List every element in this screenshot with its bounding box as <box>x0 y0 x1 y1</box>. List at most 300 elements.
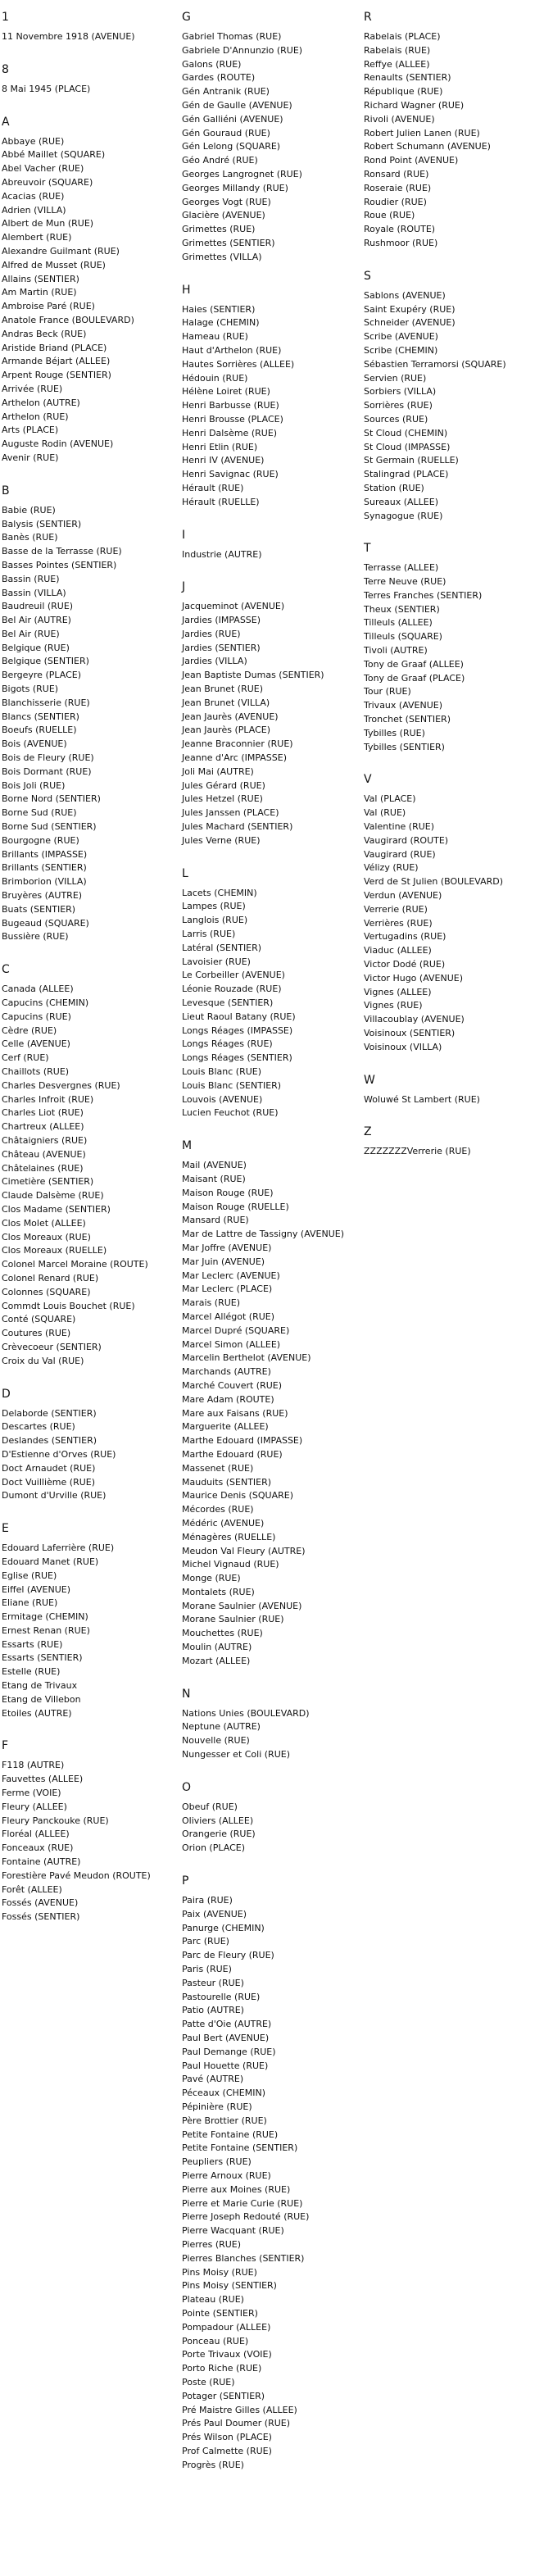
street-item[interactable]: Jardies (RUE) <box>182 628 241 639</box>
street-item[interactable]: Arthelon (AUTRE) <box>2 397 80 408</box>
street-item[interactable]: Grimettes (VILLA) <box>182 251 262 262</box>
street-item[interactable]: Louis Blanc (RUE) <box>182 1066 262 1077</box>
street-item[interactable]: Charles Desvergnes (RUE) <box>2 1079 120 1091</box>
street-item[interactable]: Terrasse (ALLEE) <box>364 562 439 574</box>
street-item[interactable]: Boeufs (RUELLE) <box>2 725 77 736</box>
street-item[interactable]: Panurge (CHEMIN) <box>182 1922 265 1933</box>
street-item[interactable]: Gén Antranik (RUE) <box>182 86 270 98</box>
street-item[interactable]: St Germain (RUELLE) <box>364 455 459 466</box>
street-item[interactable]: Verdun (AVENUE) <box>364 890 442 902</box>
street-item[interactable]: Châtaigniers (RUE) <box>2 1134 88 1146</box>
street-item[interactable]: Essarts (RUE) <box>2 1638 63 1650</box>
street-item[interactable]: Mare Adam (ROUTE) <box>182 1393 274 1405</box>
street-item[interactable]: Richard Wagner (RUE) <box>364 99 465 111</box>
street-item[interactable]: Haies (SENTIER) <box>182 303 256 315</box>
street-item[interactable]: Henri IV (AVENUE) <box>182 455 265 466</box>
street-item[interactable]: Marché Couvert (RUE) <box>182 1379 283 1391</box>
street-item[interactable]: Mail (AVENUE) <box>182 1160 247 1171</box>
street-item[interactable]: Ernest Renan (RUE) <box>2 1624 90 1636</box>
street-item[interactable]: Lavoisier (RUE) <box>182 956 251 967</box>
street-item[interactable]: Le Corbeiller (AVENUE) <box>182 970 285 981</box>
street-item[interactable]: Belgique (SENTIER) <box>2 656 89 667</box>
street-item[interactable]: Pierre et Marie Curie (RUE) <box>182 2197 303 2209</box>
street-item[interactable]: Hédouin (RUE) <box>182 372 248 384</box>
street-item[interactable]: Edouard Laferrière (RUE) <box>2 1542 115 1554</box>
street-item[interactable]: Pointe (SENTIER) <box>182 2307 258 2319</box>
street-item[interactable]: Buats (SENTIER) <box>2 903 76 915</box>
street-item[interactable]: Nouvelle (RUE) <box>182 1735 250 1747</box>
street-item[interactable]: Marcelin Berthelot (AVENUE) <box>182 1352 311 1364</box>
street-item[interactable]: Crèvecoeur (SENTIER) <box>2 1341 102 1352</box>
street-item[interactable]: Arthelon (RUE) <box>2 411 69 422</box>
street-item[interactable]: Père Brottier (RUE) <box>182 2115 267 2126</box>
street-item[interactable]: Paira (RUE) <box>182 1895 233 1906</box>
street-item[interactable]: Langlois (RUE) <box>182 915 248 926</box>
street-item[interactable]: Tour (RUE) <box>364 686 411 697</box>
street-item[interactable]: Andras Beck (RUE) <box>2 328 87 339</box>
street-item[interactable]: Tivoli (AUTRE) <box>364 645 428 656</box>
street-item[interactable]: Blanchisserie (RUE) <box>2 697 90 708</box>
street-item[interactable]: République (RUE) <box>364 86 443 98</box>
street-item[interactable]: Henri Brousse (PLACE) <box>182 413 283 425</box>
street-item[interactable]: Delaborde (SENTIER) <box>2 1407 97 1419</box>
street-item[interactable]: Armande Béjart (ALLEE) <box>2 356 111 367</box>
street-item[interactable]: Brimborion (VILLA) <box>2 876 87 888</box>
street-item[interactable]: Brillants (IMPASSE) <box>2 848 88 860</box>
street-item[interactable]: Géo André (RUE) <box>182 155 258 166</box>
street-item[interactable]: Pierres (RUE) <box>182 2238 242 2250</box>
street-item[interactable]: Bois Joli (RUE) <box>2 779 66 791</box>
street-item[interactable]: Alembert (RUE) <box>2 232 72 243</box>
street-item[interactable]: Albert de Mun (RUE) <box>2 218 94 229</box>
street-item[interactable]: Jules Hetzel (RUE) <box>182 793 263 805</box>
street-item[interactable]: Vertugadins (RUE) <box>364 931 446 943</box>
street-item[interactable]: Trivaux (AVENUE) <box>364 700 443 711</box>
street-item[interactable]: Clos Moreaux (RUE) <box>2 1231 91 1243</box>
street-item[interactable]: Stalingrad (PLACE) <box>364 469 449 480</box>
street-item[interactable]: Clos Moreaux (RUELLE) <box>2 1245 107 1256</box>
street-item[interactable]: Latéral (SENTIER) <box>182 942 262 953</box>
street-item[interactable]: Plateau (RUE) <box>182 2294 244 2306</box>
street-item[interactable]: Sorbiers (VILLA) <box>364 386 437 398</box>
street-item[interactable]: Doct Arnaudet (RUE) <box>2 1462 96 1474</box>
street-item[interactable]: Roseraie (RUE) <box>364 182 432 193</box>
street-item[interactable]: Rabelais (RUE) <box>364 44 431 56</box>
street-item[interactable]: Patte d'Oie (AUTRE) <box>182 2019 272 2030</box>
street-item[interactable]: Valentine (RUE) <box>364 821 435 833</box>
street-item[interactable]: Longs Réages (SENTIER) <box>182 1052 292 1064</box>
street-item[interactable]: Porte Trivaux (VOIE) <box>182 2349 272 2360</box>
street-item[interactable]: Jean Jaurès (PLACE) <box>182 725 271 736</box>
street-item[interactable]: Porto Riche (RUE) <box>182 2363 262 2374</box>
street-item[interactable]: Marthe Edouard (IMPASSE) <box>182 1435 303 1447</box>
street-item[interactable]: Forestière Pavé Meudon (ROUTE) <box>2 1870 151 1881</box>
street-item[interactable]: Auguste Rodin (AVENUE) <box>2 438 114 450</box>
street-item[interactable]: Val (PLACE) <box>364 793 416 805</box>
street-item[interactable]: Aristide Briand (PLACE) <box>2 342 107 353</box>
street-item[interactable]: Marguerite (ALLEE) <box>182 1421 269 1433</box>
street-item[interactable]: Woluwé St Lambert (RUE) <box>364 1093 480 1105</box>
street-item[interactable]: Jardies (IMPASSE) <box>182 615 261 626</box>
street-item[interactable]: St Cloud (CHEMIN) <box>364 427 448 438</box>
street-item[interactable]: Rabelais (PLACE) <box>364 31 441 42</box>
street-item[interactable]: Capucins (RUE) <box>2 1011 71 1022</box>
street-item[interactable]: Blancs (SENTIER) <box>2 711 79 722</box>
street-item[interactable]: Nungesser et Coli (RUE) <box>182 1749 290 1760</box>
street-item[interactable]: Descartes (RUE) <box>2 1421 75 1433</box>
street-item[interactable]: Clos Madame (SENTIER) <box>2 1203 111 1215</box>
street-item[interactable]: Gabriele D'Annunzio (RUE) <box>182 44 303 56</box>
street-item[interactable]: Michel Vignaud (RUE) <box>182 1559 279 1570</box>
street-item[interactable]: Petite Fontaine (SENTIER) <box>182 2142 298 2154</box>
street-item[interactable]: Progrès (RUE) <box>182 2459 244 2470</box>
street-item[interactable]: Mar Juin (AVENUE) <box>182 1256 265 1267</box>
street-item[interactable]: Eiffel (AVENUE) <box>2 1583 71 1595</box>
street-item[interactable]: Colonel Marcel Moraine (ROUTE) <box>2 1259 148 1270</box>
street-item[interactable]: Châtelaines (RUE) <box>2 1162 84 1174</box>
street-item[interactable]: Tilleuls (ALLEE) <box>364 617 433 629</box>
street-item[interactable]: Arts (PLACE) <box>2 425 59 436</box>
street-item[interactable]: Bruyères (AUTRE) <box>2 890 83 902</box>
street-item[interactable]: Bussière (RUE) <box>2 931 69 943</box>
street-item[interactable]: Eglise (RUE) <box>2 1570 57 1581</box>
street-item[interactable]: Gardes (ROUTE) <box>182 72 256 84</box>
street-item[interactable]: Scribe (CHEMIN) <box>364 344 438 356</box>
street-item[interactable]: Marthe Edouard (RUE) <box>182 1448 283 1460</box>
street-item[interactable]: Robert Julien Lanen (RUE) <box>364 127 480 139</box>
street-item[interactable]: Synagogue (RUE) <box>364 510 443 521</box>
street-item[interactable]: Abreuvoir (SQUARE) <box>2 176 93 188</box>
street-item[interactable]: Gabriel Thomas (RUE) <box>182 31 282 42</box>
street-item[interactable]: Marcel Allégot (RUE) <box>182 1311 275 1322</box>
street-item[interactable]: Bassin (RUE) <box>2 573 60 584</box>
street-item[interactable]: Villacoublay (AVENUE) <box>364 1014 465 1025</box>
street-item[interactable]: Edouard Manet (RUE) <box>2 1556 99 1567</box>
street-item[interactable]: Pré Maistre Gilles (ALLEE) <box>182 2404 297 2415</box>
street-item[interactable]: Louvois (AVENUE) <box>182 1093 263 1105</box>
street-item[interactable]: Vaugirard (ROUTE) <box>364 834 449 846</box>
street-item[interactable]: Mozart (ALLEE) <box>182 1655 251 1666</box>
street-item[interactable]: Gén Galliéni (AVENUE) <box>182 113 283 125</box>
street-item[interactable]: Capucins (CHEMIN) <box>2 997 89 1009</box>
street-item[interactable]: Pins Moisy (SENTIER) <box>182 2280 277 2292</box>
street-item[interactable]: Jules Gérard (RUE) <box>182 779 265 791</box>
street-item[interactable]: Henri Etlin (RUE) <box>182 441 258 452</box>
street-item[interactable]: Chartreux (ALLEE) <box>2 1121 84 1133</box>
street-item[interactable]: Tilleuls (SQUARE) <box>364 631 442 643</box>
street-item[interactable]: Borne Sud (SENTIER) <box>2 821 97 833</box>
street-item[interactable]: Glacière (AVENUE) <box>182 210 265 221</box>
street-item[interactable]: Brillants (SENTIER) <box>2 862 87 874</box>
street-item[interactable]: Tybilles (RUE) <box>364 727 425 738</box>
street-item[interactable]: Rond Point (AVENUE) <box>364 155 459 166</box>
street-item[interactable]: Basse de la Terrasse (RUE) <box>2 546 122 557</box>
street-item[interactable]: Royale (ROUTE) <box>364 224 436 235</box>
street-item[interactable]: Basses Pointes (SENTIER) <box>2 559 117 570</box>
street-item[interactable]: Pierre aux Moines (RUE) <box>182 2183 291 2195</box>
street-item[interactable]: Cèdre (RUE) <box>2 1024 57 1036</box>
street-item[interactable]: Pépinière (RUE) <box>182 2101 252 2112</box>
street-item[interactable]: Baudreuil (RUE) <box>2 601 74 612</box>
street-item[interactable]: Alfred de Musset (RUE) <box>2 259 106 270</box>
street-item[interactable]: Grimettes (RUE) <box>182 224 256 235</box>
street-item[interactable]: Hautes Sorrières (ALLEE) <box>182 358 295 370</box>
street-item[interactable]: Babie (RUE) <box>2 504 56 516</box>
street-item[interactable]: Doct Vuillième (RUE) <box>2 1476 96 1488</box>
street-item[interactable]: Croix du Val (RUE) <box>2 1355 84 1366</box>
street-item[interactable]: Mauduits (SENTIER) <box>182 1476 272 1488</box>
street-item[interactable]: Hélène Loiret (RUE) <box>182 386 270 398</box>
street-item[interactable]: Georges Langrognet (RUE) <box>182 168 302 179</box>
street-item[interactable]: Petite Fontaine (RUE) <box>182 2128 279 2140</box>
street-item[interactable]: Moulin (AUTRE) <box>182 1642 252 1653</box>
street-item[interactable]: Bel Air (AUTRE) <box>2 615 71 626</box>
street-item[interactable]: Schneider (AVENUE) <box>364 317 456 329</box>
street-item[interactable]: Banès (RUE) <box>2 532 58 543</box>
street-item[interactable]: Marais (RUE) <box>182 1297 241 1309</box>
street-item[interactable]: F118 (AUTRE) <box>2 1760 65 1771</box>
street-item[interactable]: 11 Novembre 1918 (AVENUE) <box>2 31 135 42</box>
street-item[interactable]: Longs Réages (IMPASSE) <box>182 1024 293 1036</box>
street-item[interactable]: Levesque (SENTIER) <box>182 997 274 1009</box>
street-item[interactable]: Potager (SENTIER) <box>182 2390 265 2401</box>
street-item[interactable]: Parc de Fleury (RUE) <box>182 1950 274 1961</box>
street-item[interactable]: Meudon Val Fleury (AUTRE) <box>182 1545 306 1556</box>
street-item[interactable]: Ponceau (RUE) <box>182 2335 249 2347</box>
street-item[interactable]: Jeanne Braconnier (RUE) <box>182 738 293 750</box>
street-item[interactable]: Fleury (ALLEE) <box>2 1801 67 1812</box>
street-item[interactable]: Mar Leclerc (PLACE) <box>182 1283 273 1295</box>
street-item[interactable]: Renaults (SENTIER) <box>364 72 451 84</box>
street-item[interactable]: Georges Millandy (RUE) <box>182 182 288 193</box>
street-item[interactable]: Ronsard (RUE) <box>364 168 429 179</box>
street-item[interactable]: Mar Leclerc (AVENUE) <box>182 1270 280 1281</box>
street-item[interactable]: Abel Vacher (RUE) <box>2 163 84 175</box>
street-item[interactable]: Colonnes (SQUARE) <box>2 1286 91 1297</box>
street-item[interactable]: Pierre Arnoux (RUE) <box>182 2169 271 2181</box>
street-item[interactable]: Paul Demange (RUE) <box>182 2046 276 2057</box>
street-item[interactable]: Mar Joffre (AVENUE) <box>182 1242 272 1253</box>
street-item[interactable]: Jean Brunet (RUE) <box>182 684 264 695</box>
street-item[interactable]: Galons (RUE) <box>182 58 242 70</box>
street-item[interactable]: Sorrières (RUE) <box>364 400 433 411</box>
street-item[interactable]: Charles Liot (RUE) <box>2 1107 84 1119</box>
street-item[interactable]: Ferme (VOIE) <box>2 1788 61 1799</box>
street-item[interactable]: Georges Vogt (RUE) <box>182 196 271 207</box>
street-item[interactable]: Haut d'Arthelon (RUE) <box>182 344 282 356</box>
street-item[interactable]: Victor Hugo (AVENUE) <box>364 972 464 984</box>
street-item[interactable]: Forêt (ALLEE) <box>2 1883 62 1895</box>
street-item[interactable]: Orion (PLACE) <box>182 1842 245 1854</box>
street-item[interactable]: Abbé Maillet (SQUARE) <box>2 149 106 161</box>
street-item[interactable]: Vaugirard (RUE) <box>364 848 436 860</box>
street-item[interactable]: Henri Barbusse (RUE) <box>182 400 279 411</box>
street-item[interactable]: Lampes (RUE) <box>182 901 246 912</box>
street-item[interactable]: Etoiles (AUTRE) <box>2 1707 72 1719</box>
street-item[interactable]: Joli Mai (AUTRE) <box>182 766 254 777</box>
street-item[interactable]: Borne Sud (RUE) <box>2 807 77 819</box>
street-item[interactable]: Médéric (AVENUE) <box>182 1517 265 1529</box>
street-item[interactable]: Acacias (RUE) <box>2 190 65 202</box>
street-item[interactable]: Adrien (VILLA) <box>2 204 66 216</box>
street-item[interactable]: Pierre Joseph Redouté (RUE) <box>182 2211 310 2223</box>
street-item[interactable]: Pierres Blanches (SENTIER) <box>182 2252 305 2264</box>
street-item[interactable]: Estelle (RUE) <box>2 1666 61 1678</box>
street-item[interactable]: Gén de Gaulle (AVENUE) <box>182 99 292 111</box>
street-item[interactable]: Jean Jaurès (AVENUE) <box>182 711 279 722</box>
street-item[interactable]: Commdt Louis Bouchet (RUE) <box>2 1300 135 1311</box>
street-item[interactable]: Nations Unies (BOULEVARD) <box>182 1707 310 1719</box>
street-item[interactable]: Colonel Renard (RUE) <box>2 1272 99 1283</box>
street-item[interactable]: Paul Houette (RUE) <box>182 2060 269 2071</box>
street-item[interactable]: Prés Wilson (PLACE) <box>182 2432 272 2443</box>
street-item[interactable]: Fonceaux (RUE) <box>2 1842 74 1854</box>
street-item[interactable]: Rivoli (AVENUE) <box>364 113 435 125</box>
street-item[interactable]: Victor Dodé (RUE) <box>364 959 446 970</box>
street-item[interactable]: Paul Bert (AVENUE) <box>182 2033 270 2044</box>
street-item[interactable]: Avenir (RUE) <box>2 452 59 463</box>
street-item[interactable]: Abbaye (RUE) <box>2 135 65 147</box>
street-item[interactable]: Conté (SQUARE) <box>2 1314 76 1325</box>
street-item[interactable]: Borne Nord (SENTIER) <box>2 793 101 805</box>
street-item[interactable]: Bergeyre (PLACE) <box>2 670 82 681</box>
street-item[interactable]: Pastourelle (RUE) <box>182 1991 261 2002</box>
street-item[interactable]: Anatole France (BOULEVARD) <box>2 314 134 325</box>
street-item[interactable]: Rushmoor (RUE) <box>364 237 438 248</box>
street-item[interactable]: Longs Réages (RUE) <box>182 1038 273 1050</box>
street-item[interactable]: Robert Schumann (AVENUE) <box>364 141 491 152</box>
street-item[interactable]: Bugeaud (SQUARE) <box>2 917 89 929</box>
street-item[interactable]: Sébastien Terramorsi (SQUARE) <box>364 358 506 370</box>
street-item[interactable]: Mouchettes (RUE) <box>182 1628 263 1639</box>
street-item[interactable]: Ambroise Paré (RUE) <box>2 301 95 312</box>
street-item[interactable]: Bois de Fleury (RUE) <box>2 752 94 764</box>
street-item[interactable]: Cimetière (SENTIER) <box>2 1176 94 1188</box>
street-item[interactable]: Grimettes (SENTIER) <box>182 237 275 248</box>
street-item[interactable]: Theux (SENTIER) <box>364 603 440 615</box>
street-item[interactable]: Val (RUE) <box>364 807 406 819</box>
street-item[interactable]: Jacqueminot (AVENUE) <box>182 601 285 612</box>
street-item[interactable]: Peupliers (RUE) <box>182 2156 252 2168</box>
street-item[interactable]: Belgique (RUE) <box>2 642 70 653</box>
street-item[interactable]: Canada (ALLEE) <box>2 984 74 995</box>
street-item[interactable]: Château (AVENUE) <box>2 1148 86 1160</box>
street-item[interactable]: Vignes (ALLEE) <box>364 986 432 997</box>
street-item[interactable]: Prof Calmette (RUE) <box>182 2445 272 2456</box>
street-item[interactable]: Morane Saulnier (RUE) <box>182 1614 284 1625</box>
street-item[interactable]: Jean Baptiste Dumas (SENTIER) <box>182 670 324 681</box>
street-item[interactable]: Arrivée (RUE) <box>2 383 63 394</box>
street-item[interactable]: Voisinoux (SENTIER) <box>364 1028 456 1038</box>
street-item[interactable]: ZZZZZZZVerrerie (RUE) <box>364 1146 471 1157</box>
street-item[interactable]: Viaduc (ALLEE) <box>364 945 432 956</box>
street-item[interactable]: Verd de St Julien (BOULEVARD) <box>364 876 504 888</box>
street-item[interactable]: Ermitage (CHEMIN) <box>2 1611 88 1623</box>
street-item[interactable]: Bois Dormant (RUE) <box>2 766 92 777</box>
street-item[interactable]: Gén Lelong (SQUARE) <box>182 141 281 152</box>
street-item[interactable]: Balysis (SENTIER) <box>2 518 82 529</box>
street-item[interactable]: Vignes (RUE) <box>364 1000 423 1011</box>
street-item[interactable]: Essarts (SENTIER) <box>2 1652 83 1664</box>
street-item[interactable]: Bois (AVENUE) <box>2 738 67 750</box>
street-item[interactable]: Jules Janssen (PLACE) <box>182 807 279 819</box>
street-item[interactable]: Am Martin (RUE) <box>2 287 77 298</box>
street-item[interactable]: Patio (AUTRE) <box>182 2005 244 2016</box>
street-item[interactable]: Verrières (RUE) <box>364 917 433 929</box>
street-item[interactable]: Poste (RUE) <box>182 2376 235 2387</box>
street-item[interactable]: Jules Verne (RUE) <box>182 834 261 846</box>
street-item[interactable]: Henri Savignac (RUE) <box>182 469 279 480</box>
street-item[interactable]: Claude Dalsème (RUE) <box>2 1190 104 1202</box>
street-item[interactable]: Sources (RUE) <box>364 413 428 425</box>
street-item[interactable]: Jules Machard (SENTIER) <box>182 821 293 833</box>
street-item[interactable]: Neptune (AUTRE) <box>182 1721 261 1733</box>
street-item[interactable]: Saint Exupéry (RUE) <box>364 303 456 315</box>
street-item[interactable]: Voisinoux (VILLA) <box>364 1041 442 1052</box>
street-item[interactable]: Péceaux (CHEMIN) <box>182 2088 265 2099</box>
street-item[interactable]: Fauvettes (ALLEE) <box>2 1774 84 1785</box>
street-item[interactable]: Bassin (VILLA) <box>2 587 66 598</box>
street-item[interactable]: Sureaux (ALLEE) <box>364 496 438 507</box>
street-item[interactable]: Servien (RUE) <box>364 372 427 384</box>
street-item[interactable]: Reffye (ALLEE) <box>364 58 430 70</box>
street-item[interactable]: Pins Moisy (RUE) <box>182 2266 257 2278</box>
street-item[interactable]: Maurice Denis (SQUARE) <box>182 1490 293 1502</box>
street-item[interactable]: Larris (RUE) <box>182 929 236 940</box>
street-item[interactable]: Etang de Trivaux <box>2 1680 78 1692</box>
street-item[interactable]: Maison Rouge (RUELLE) <box>182 1201 289 1212</box>
street-item[interactable]: Morane Saulnier (AVENUE) <box>182 1600 302 1611</box>
street-item[interactable]: Celle (AVENUE) <box>2 1038 70 1050</box>
street-item[interactable]: Henri Dalsème (RUE) <box>182 427 278 438</box>
street-item[interactable]: Roue (RUE) <box>364 210 415 221</box>
street-item[interactable]: Paris (RUE) <box>182 1964 232 1975</box>
street-item[interactable]: Scribe (AVENUE) <box>364 331 438 343</box>
street-item[interactable]: Hameau (RUE) <box>182 331 248 343</box>
street-item[interactable]: Massenet (RUE) <box>182 1462 254 1474</box>
street-item[interactable]: Jean Brunet (VILLA) <box>182 697 270 708</box>
street-item[interactable]: Jardies (VILLA) <box>182 656 247 667</box>
street-item[interactable]: Marchands (AUTRE) <box>182 1366 271 1378</box>
street-item[interactable]: Mécordes (RUE) <box>182 1504 254 1515</box>
street-item[interactable]: Orangerie (RUE) <box>182 1829 256 1840</box>
street-item[interactable]: Tony de Graaf (ALLEE) <box>364 658 464 670</box>
street-item[interactable]: Coutures (RUE) <box>2 1328 71 1339</box>
street-item[interactable]: St Cloud (IMPASSE) <box>364 441 451 452</box>
street-item[interactable]: Terres Franches (SENTIER) <box>364 589 483 601</box>
street-item[interactable]: Prés Paul Doumer (RUE) <box>182 2418 291 2429</box>
street-item[interactable]: Roudier (RUE) <box>364 196 427 207</box>
street-item[interactable]: Pasteur (RUE) <box>182 1977 244 1988</box>
street-item[interactable]: Arpent Rouge (SENTIER) <box>2 370 111 381</box>
street-item[interactable]: Léonie Rouzade (RUE) <box>182 984 282 995</box>
street-item[interactable]: Jardies (SENTIER) <box>182 642 261 653</box>
street-item[interactable]: Lieut Raoul Batany (RUE) <box>182 1011 296 1022</box>
street-item[interactable]: Mare aux Faisans (RUE) <box>182 1407 288 1419</box>
street-item[interactable]: Fossés (SENTIER) <box>2 1911 80 1923</box>
street-item[interactable]: Monge (RUE) <box>182 1573 241 1584</box>
street-item[interactable]: Paix (AVENUE) <box>182 1908 247 1920</box>
street-item[interactable]: Montalets (RUE) <box>182 1586 255 1597</box>
street-item[interactable]: Fleury Panckouke (RUE) <box>2 1815 109 1826</box>
street-item[interactable]: Ménagères (RUELLE) <box>182 1531 276 1542</box>
street-item[interactable]: Lacets (CHEMIN) <box>182 887 257 898</box>
street-item[interactable]: Oliviers (ALLEE) <box>182 1815 254 1826</box>
street-item[interactable]: Eliane (RUE) <box>2 1597 58 1609</box>
street-item[interactable]: D'Estienne d'Orves (RUE) <box>2 1448 116 1460</box>
street-item[interactable]: Floréal (ALLEE) <box>2 1829 70 1840</box>
street-item[interactable]: Parc (RUE) <box>182 1936 229 1947</box>
